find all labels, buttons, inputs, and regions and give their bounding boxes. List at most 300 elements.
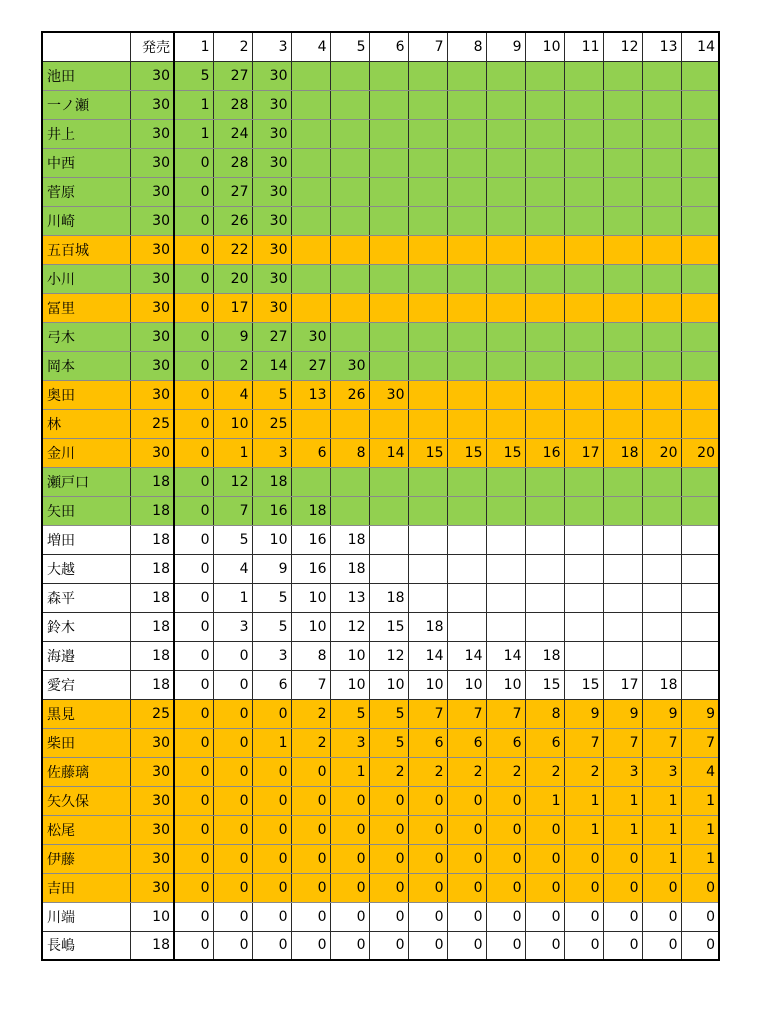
period-value-cell <box>369 351 408 380</box>
period-value-cell: 0 <box>213 757 252 786</box>
period-value-cell <box>525 612 564 641</box>
period-value-cell <box>330 61 369 90</box>
period-value-cell <box>486 90 525 119</box>
period-value-cell: 0 <box>174 554 213 583</box>
period-value-cell: 1 <box>681 786 719 815</box>
period-value-cell <box>408 177 447 206</box>
period-value-cell <box>486 293 525 322</box>
period-value-cell <box>642 293 681 322</box>
sales-count-cell: 30 <box>130 293 174 322</box>
period-value-cell <box>291 177 330 206</box>
period-value-cell <box>486 583 525 612</box>
member-name-cell: 海邉 <box>42 641 130 670</box>
period-value-cell: 13 <box>330 583 369 612</box>
period-value-cell: 0 <box>681 931 719 960</box>
period-value-cell <box>525 61 564 90</box>
sales-count-cell: 30 <box>130 90 174 119</box>
table-row <box>42 641 719 670</box>
period-value-cell <box>330 322 369 351</box>
period-value-cell <box>330 264 369 293</box>
period-value-cell: 10 <box>447 670 486 699</box>
period-value-cell <box>408 525 447 554</box>
period-value-cell: 0 <box>213 902 252 931</box>
table-row <box>42 699 719 728</box>
period-value-cell: 20 <box>642 438 681 467</box>
period-value-cell: 30 <box>252 90 291 119</box>
period-value-cell <box>447 467 486 496</box>
period-value-cell <box>447 496 486 525</box>
period-value-cell: 1 <box>681 815 719 844</box>
sales-count-cell: 30 <box>130 728 174 757</box>
period-header: 6 <box>369 32 408 61</box>
period-value-cell: 14 <box>252 351 291 380</box>
period-value-cell <box>681 525 719 554</box>
period-value-cell: 0 <box>447 931 486 960</box>
period-value-cell <box>642 641 681 670</box>
period-value-cell <box>642 380 681 409</box>
period-value-cell <box>369 525 408 554</box>
period-value-cell: 28 <box>213 90 252 119</box>
period-value-cell <box>564 351 603 380</box>
period-value-cell <box>447 90 486 119</box>
period-value-cell <box>564 641 603 670</box>
period-value-cell <box>603 264 642 293</box>
period-value-cell: 7 <box>681 728 719 757</box>
period-value-cell <box>486 351 525 380</box>
period-value-cell: 0 <box>252 931 291 960</box>
period-value-cell: 4 <box>213 554 252 583</box>
table-row <box>42 583 719 612</box>
period-value-cell: 10 <box>252 525 291 554</box>
period-value-cell: 5 <box>369 728 408 757</box>
period-value-cell <box>525 583 564 612</box>
period-value-cell: 27 <box>291 351 330 380</box>
member-name-cell: 吉田 <box>42 873 130 902</box>
member-name-cell: 長嶋 <box>42 931 130 960</box>
period-value-cell: 0 <box>174 815 213 844</box>
period-value-cell: 30 <box>252 293 291 322</box>
period-value-cell <box>525 264 564 293</box>
period-value-cell: 0 <box>330 786 369 815</box>
period-value-cell <box>447 293 486 322</box>
period-value-cell: 8 <box>525 699 564 728</box>
member-name-cell: 小川 <box>42 264 130 293</box>
table-row <box>42 90 719 119</box>
period-value-cell: 20 <box>681 438 719 467</box>
period-value-cell <box>642 525 681 554</box>
period-value-cell: 17 <box>603 670 642 699</box>
period-value-cell: 0 <box>213 728 252 757</box>
period-value-cell <box>564 322 603 351</box>
period-value-cell: 18 <box>525 641 564 670</box>
table-row <box>42 728 719 757</box>
period-value-cell <box>681 409 719 438</box>
table-row <box>42 264 719 293</box>
period-value-cell: 2 <box>369 757 408 786</box>
period-value-cell <box>681 496 719 525</box>
period-value-cell: 5 <box>252 612 291 641</box>
period-value-cell <box>291 119 330 148</box>
period-value-cell: 30 <box>291 322 330 351</box>
period-value-cell <box>642 235 681 264</box>
period-value-cell <box>603 612 642 641</box>
period-header: 13 <box>642 32 681 61</box>
period-value-cell: 10 <box>330 670 369 699</box>
table-row <box>42 380 719 409</box>
sales-count-cell: 30 <box>130 322 174 351</box>
period-value-cell: 1 <box>603 786 642 815</box>
period-value-cell: 0 <box>447 844 486 873</box>
period-value-cell: 1 <box>330 757 369 786</box>
member-name-cell: 奥田 <box>42 380 130 409</box>
period-value-cell: 16 <box>291 554 330 583</box>
period-value-cell: 7 <box>642 728 681 757</box>
period-value-cell <box>525 322 564 351</box>
period-value-cell <box>408 119 447 148</box>
period-value-cell: 12 <box>369 641 408 670</box>
period-value-cell <box>603 90 642 119</box>
sales-count-cell: 30 <box>130 177 174 206</box>
period-value-cell: 2 <box>291 728 330 757</box>
period-value-cell <box>369 293 408 322</box>
period-value-cell <box>642 119 681 148</box>
period-value-cell <box>564 293 603 322</box>
period-value-cell: 0 <box>174 641 213 670</box>
member-name-cell: 一ノ瀬 <box>42 90 130 119</box>
period-value-cell <box>603 496 642 525</box>
period-value-cell <box>291 293 330 322</box>
period-value-cell <box>681 90 719 119</box>
period-value-cell <box>408 148 447 177</box>
table-row <box>42 525 719 554</box>
period-value-cell <box>564 119 603 148</box>
period-value-cell: 9 <box>642 699 681 728</box>
period-value-cell <box>369 148 408 177</box>
period-value-cell: 0 <box>174 670 213 699</box>
period-value-cell: 0 <box>213 699 252 728</box>
period-value-cell <box>603 554 642 583</box>
member-name-cell: 柴田 <box>42 728 130 757</box>
period-value-cell <box>486 206 525 235</box>
period-value-cell: 1 <box>174 119 213 148</box>
period-value-cell: 1 <box>603 815 642 844</box>
period-value-cell: 12 <box>330 612 369 641</box>
period-value-cell: 0 <box>642 902 681 931</box>
period-value-cell: 0 <box>681 902 719 931</box>
period-value-cell <box>330 177 369 206</box>
period-header: 14 <box>681 32 719 61</box>
period-value-cell: 0 <box>369 902 408 931</box>
period-header: 2 <box>213 32 252 61</box>
period-value-cell <box>525 177 564 206</box>
period-value-cell <box>564 380 603 409</box>
period-value-cell <box>369 206 408 235</box>
table-row <box>42 206 719 235</box>
period-value-cell: 0 <box>252 902 291 931</box>
period-value-cell <box>447 525 486 554</box>
period-value-cell: 6 <box>252 670 291 699</box>
period-value-cell <box>603 148 642 177</box>
member-name-cell: 矢田 <box>42 496 130 525</box>
period-value-cell: 0 <box>408 873 447 902</box>
period-value-cell: 0 <box>252 699 291 728</box>
period-value-cell: 9 <box>564 699 603 728</box>
period-header: 1 <box>174 32 213 61</box>
period-value-cell: 0 <box>447 815 486 844</box>
sales-count-cell: 18 <box>130 583 174 612</box>
period-value-cell: 6 <box>486 728 525 757</box>
period-value-cell <box>681 612 719 641</box>
period-value-cell: 0 <box>486 873 525 902</box>
sales-count-cell: 25 <box>130 699 174 728</box>
period-header: 10 <box>525 32 564 61</box>
period-header: 11 <box>564 32 603 61</box>
period-value-cell <box>408 322 447 351</box>
period-value-cell <box>681 61 719 90</box>
sales-count-cell: 18 <box>130 496 174 525</box>
period-value-cell <box>447 177 486 206</box>
period-value-cell: 26 <box>330 380 369 409</box>
period-value-cell: 7 <box>291 670 330 699</box>
period-value-cell <box>369 177 408 206</box>
period-value-cell: 3 <box>603 757 642 786</box>
period-value-cell: 0 <box>174 757 213 786</box>
period-value-cell <box>603 119 642 148</box>
period-value-cell: 0 <box>408 815 447 844</box>
period-value-cell: 0 <box>486 931 525 960</box>
table-row <box>42 554 719 583</box>
period-value-cell: 0 <box>174 467 213 496</box>
period-value-cell: 4 <box>213 380 252 409</box>
period-value-cell <box>681 583 719 612</box>
table-row <box>42 351 719 380</box>
period-value-cell: 0 <box>603 902 642 931</box>
period-value-cell <box>525 380 564 409</box>
period-value-cell <box>486 380 525 409</box>
period-value-cell: 15 <box>564 670 603 699</box>
period-value-cell: 0 <box>252 873 291 902</box>
period-value-cell: 18 <box>291 496 330 525</box>
period-value-cell <box>369 496 408 525</box>
period-value-cell <box>369 554 408 583</box>
period-value-cell: 0 <box>369 844 408 873</box>
period-value-cell: 2 <box>213 351 252 380</box>
period-value-cell: 0 <box>174 235 213 264</box>
period-value-cell: 3 <box>642 757 681 786</box>
period-value-cell <box>564 148 603 177</box>
period-value-cell: 0 <box>330 844 369 873</box>
period-value-cell <box>291 206 330 235</box>
period-value-cell <box>486 612 525 641</box>
period-value-cell <box>525 351 564 380</box>
period-value-cell: 14 <box>408 641 447 670</box>
member-name-cell: 矢久保 <box>42 786 130 815</box>
period-value-cell <box>291 467 330 496</box>
period-value-cell <box>408 264 447 293</box>
period-value-cell: 3 <box>330 728 369 757</box>
period-value-cell: 2 <box>486 757 525 786</box>
sales-header: 発売 <box>130 32 174 61</box>
period-value-cell <box>681 380 719 409</box>
member-name-cell: 冨里 <box>42 293 130 322</box>
period-value-cell: 0 <box>252 844 291 873</box>
period-value-cell <box>330 119 369 148</box>
period-value-cell <box>525 293 564 322</box>
period-value-cell <box>291 264 330 293</box>
period-value-cell: 0 <box>174 728 213 757</box>
period-value-cell: 0 <box>174 177 213 206</box>
period-value-cell: 0 <box>564 931 603 960</box>
period-value-cell: 22 <box>213 235 252 264</box>
table-row <box>42 235 719 264</box>
period-value-cell <box>291 90 330 119</box>
period-value-cell: 0 <box>213 873 252 902</box>
period-value-cell: 0 <box>291 902 330 931</box>
period-value-cell: 0 <box>486 844 525 873</box>
period-value-cell <box>603 641 642 670</box>
period-value-cell: 1 <box>642 786 681 815</box>
table-row <box>42 438 719 467</box>
period-value-cell: 0 <box>174 844 213 873</box>
period-value-cell: 7 <box>486 699 525 728</box>
period-value-cell <box>564 206 603 235</box>
period-value-cell: 0 <box>603 844 642 873</box>
period-value-cell: 30 <box>252 61 291 90</box>
sales-table <box>41 31 720 961</box>
period-value-cell: 0 <box>330 931 369 960</box>
period-value-cell: 0 <box>174 525 213 554</box>
period-value-cell <box>408 206 447 235</box>
period-value-cell <box>486 496 525 525</box>
period-value-cell: 17 <box>213 293 252 322</box>
period-value-cell: 5 <box>252 583 291 612</box>
period-value-cell <box>486 467 525 496</box>
member-name-cell: 中西 <box>42 148 130 177</box>
period-value-cell: 10 <box>291 612 330 641</box>
period-value-cell <box>486 322 525 351</box>
period-value-cell <box>408 235 447 264</box>
period-value-cell <box>486 148 525 177</box>
period-value-cell <box>486 264 525 293</box>
period-value-cell: 0 <box>174 496 213 525</box>
period-value-cell: 1 <box>252 728 291 757</box>
period-value-cell: 0 <box>174 380 213 409</box>
period-value-cell <box>681 641 719 670</box>
sales-count-cell: 18 <box>130 670 174 699</box>
period-value-cell: 0 <box>174 612 213 641</box>
period-value-cell: 27 <box>252 322 291 351</box>
period-value-cell: 30 <box>369 380 408 409</box>
period-value-cell: 7 <box>564 728 603 757</box>
period-value-cell <box>330 90 369 119</box>
period-value-cell: 30 <box>252 206 291 235</box>
period-value-cell: 0 <box>213 844 252 873</box>
period-value-cell: 5 <box>330 699 369 728</box>
member-name-cell: 弓木 <box>42 322 130 351</box>
period-value-cell: 7 <box>603 728 642 757</box>
period-value-cell: 0 <box>369 786 408 815</box>
period-value-cell: 0 <box>174 264 213 293</box>
table-row <box>42 670 719 699</box>
period-value-cell <box>525 206 564 235</box>
member-name-cell: 松尾 <box>42 815 130 844</box>
period-value-cell <box>642 148 681 177</box>
period-value-cell <box>681 554 719 583</box>
period-value-cell: 18 <box>603 438 642 467</box>
period-value-cell <box>408 351 447 380</box>
period-value-cell: 8 <box>291 641 330 670</box>
period-value-cell <box>447 235 486 264</box>
period-value-cell: 30 <box>252 264 291 293</box>
period-value-cell: 5 <box>213 525 252 554</box>
period-value-cell: 0 <box>330 815 369 844</box>
period-value-cell <box>681 148 719 177</box>
period-value-cell <box>603 583 642 612</box>
period-value-cell: 0 <box>213 786 252 815</box>
period-value-cell: 0 <box>291 844 330 873</box>
sales-count-cell: 30 <box>130 815 174 844</box>
member-name-cell: 佐藤璃 <box>42 757 130 786</box>
period-value-cell: 0 <box>291 815 330 844</box>
sales-count-cell: 18 <box>130 931 174 960</box>
table-row <box>42 409 719 438</box>
period-value-cell <box>408 467 447 496</box>
table-row <box>42 148 719 177</box>
period-header: 4 <box>291 32 330 61</box>
member-name-cell: 林 <box>42 409 130 438</box>
sales-count-cell: 18 <box>130 525 174 554</box>
period-value-cell: 0 <box>369 815 408 844</box>
period-value-cell: 0 <box>213 815 252 844</box>
period-value-cell <box>564 409 603 438</box>
period-value-cell: 2 <box>408 757 447 786</box>
period-value-cell: 0 <box>174 699 213 728</box>
period-value-cell <box>642 322 681 351</box>
period-value-cell <box>486 235 525 264</box>
period-header: 5 <box>330 32 369 61</box>
period-value-cell: 2 <box>291 699 330 728</box>
period-value-cell: 1 <box>213 438 252 467</box>
period-value-cell: 15 <box>525 670 564 699</box>
period-value-cell <box>408 293 447 322</box>
member-name-cell: 金川 <box>42 438 130 467</box>
period-value-cell: 4 <box>681 757 719 786</box>
period-value-cell: 3 <box>252 438 291 467</box>
period-value-cell: 0 <box>213 670 252 699</box>
period-value-cell <box>642 206 681 235</box>
period-value-cell <box>369 322 408 351</box>
period-value-cell <box>486 61 525 90</box>
period-value-cell: 0 <box>486 815 525 844</box>
period-value-cell: 6 <box>525 728 564 757</box>
period-value-cell <box>603 177 642 206</box>
period-header: 7 <box>408 32 447 61</box>
table-row <box>42 786 719 815</box>
period-value-cell: 0 <box>447 873 486 902</box>
period-value-cell: 1 <box>213 583 252 612</box>
period-value-cell: 0 <box>174 293 213 322</box>
period-value-cell: 24 <box>213 119 252 148</box>
period-value-cell: 1 <box>525 786 564 815</box>
period-value-cell: 0 <box>174 409 213 438</box>
period-value-cell: 0 <box>564 902 603 931</box>
period-value-cell: 1 <box>642 844 681 873</box>
sales-count-cell: 30 <box>130 351 174 380</box>
period-value-cell <box>525 496 564 525</box>
period-value-cell <box>369 467 408 496</box>
period-value-cell: 25 <box>252 409 291 438</box>
period-value-cell <box>642 61 681 90</box>
